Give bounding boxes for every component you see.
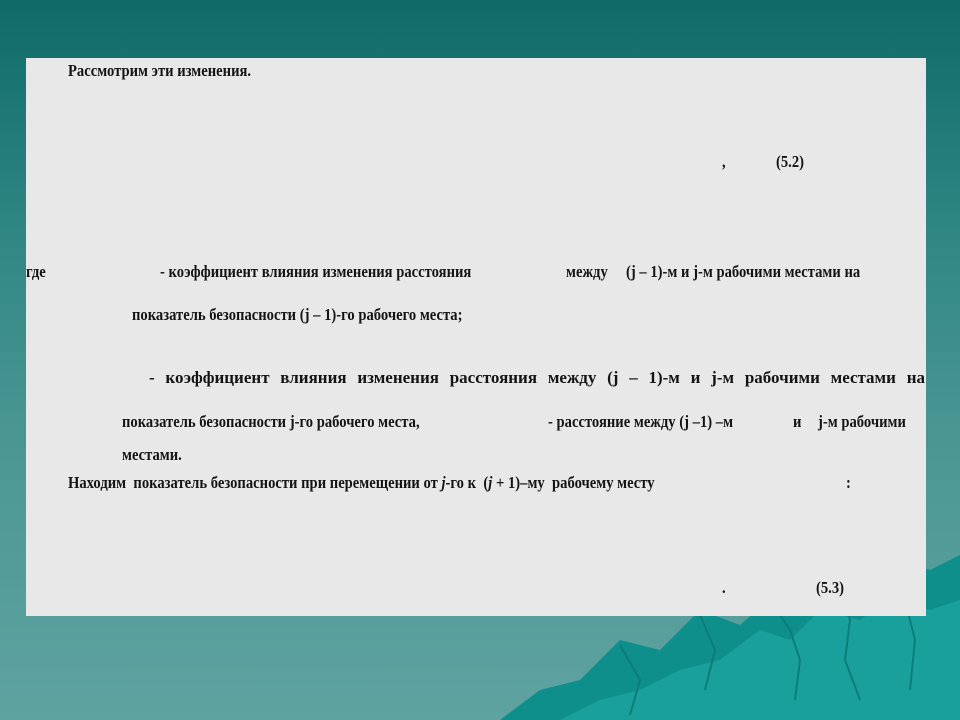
coefficient-2-word: 1)-м xyxy=(648,368,680,387)
where-word: где xyxy=(26,262,46,281)
slide-content xyxy=(26,58,926,616)
coefficient-2-word: влияния xyxy=(280,368,347,387)
coefficient-2-word: местами xyxy=(830,368,896,387)
coefficient-2-word: между xyxy=(547,368,597,387)
equation-5-3-label: (5.3) xyxy=(816,578,845,597)
distance-tail: j-м рабочими xyxy=(818,412,906,431)
find-text-b: -го к ( xyxy=(445,473,489,492)
distance-and: и xyxy=(793,412,802,431)
coefficient-2-description xyxy=(149,368,925,388)
find-sentence xyxy=(68,473,655,493)
intro-text: Рассмотрим эти изменения. xyxy=(68,61,252,80)
distance-description: - расстояние между (j –1) –м xyxy=(548,412,734,431)
coefficient-2-word: – xyxy=(629,368,638,387)
coefficient-2-word: и xyxy=(690,368,701,387)
find-j-2: j xyxy=(488,473,493,492)
coefficient-2-word: рабочими xyxy=(744,368,820,387)
coefficient-2-word: коэффициент xyxy=(165,368,270,387)
equation-5-2-label: (5.2) xyxy=(776,152,805,171)
coefficient-1-continuation: показатель безопасности (j – 1)-го рабочего места; xyxy=(132,305,463,324)
find-j-1: j xyxy=(441,473,446,492)
find-text-a: Находим показатель безопасности при перемещении от xyxy=(68,473,442,492)
coefficient-2-word: на xyxy=(906,368,925,387)
equation-5-2-comma: , xyxy=(722,152,726,171)
equation-5-3-dot: . xyxy=(722,578,726,597)
coefficient-1-description: - коэффициент влияния изменения расстояния xyxy=(160,262,472,281)
coefficient-1-between: между xyxy=(566,262,608,281)
coefficient-1-tail: (j – 1)-м и j-м рабочими местами на xyxy=(626,262,861,281)
coefficient-2-word: - xyxy=(149,368,155,387)
coefficient-2-word: изменения xyxy=(357,368,439,387)
coefficient-2-continuation: показатель безопасности j-го рабочего места, xyxy=(122,412,420,431)
find-text-c: + 1)–му рабочему месту xyxy=(492,473,655,492)
coefficient-2-word: j-м xyxy=(711,368,735,387)
coefficient-2-word: (j xyxy=(607,368,619,387)
coefficient-2-word: расстояния xyxy=(449,368,538,387)
distance-end: местами. xyxy=(122,445,182,464)
find-colon: : xyxy=(846,473,851,492)
